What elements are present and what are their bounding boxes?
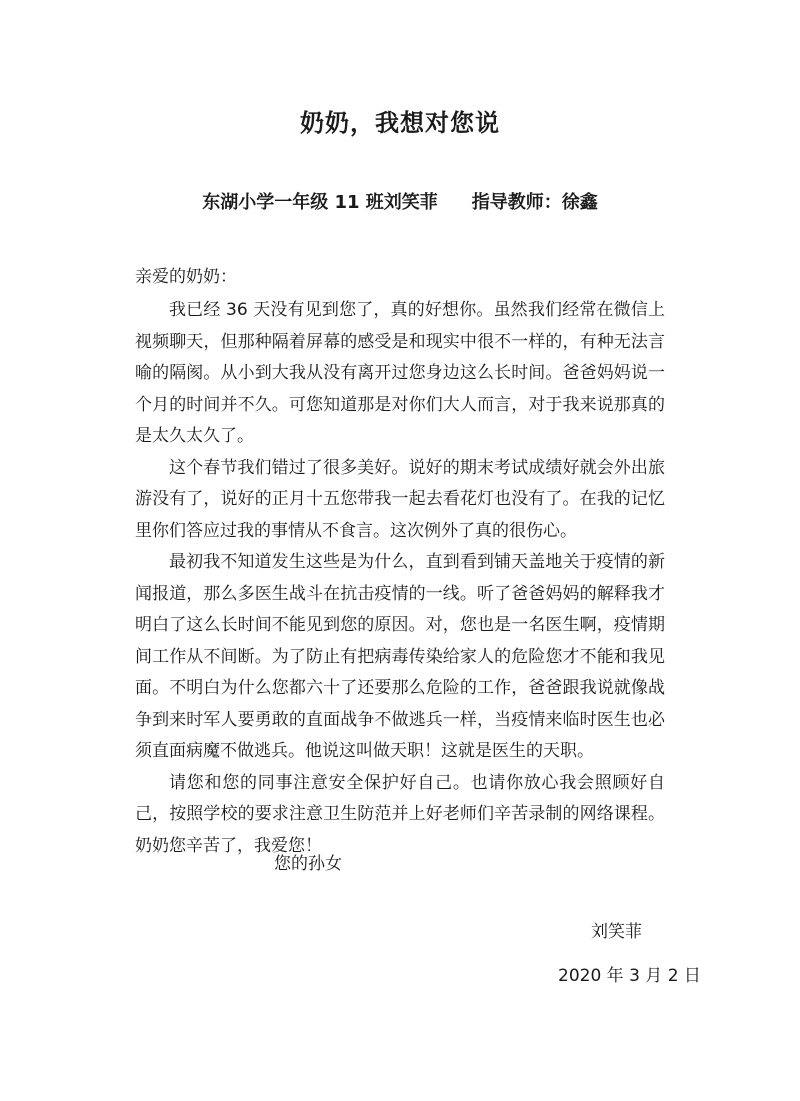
paragraph: 我已经 36 天没有见到您了，真的好想你。虽然我们经常在微信上视频聊天，但那种隔着屏幕的感受是和现实中很不一样的，有种无法言喻的隔阂。从小到大我从没有离开过您身边这么长时间。爸爸妈妈说一个月的时间并不久。可您知道那是对你们大人而言，对于我来说那真的是太久太久了。: [135, 300, 665, 446]
author-line: 东湖小学一年级 11 班刘笑菲: [202, 192, 438, 213]
letter-date: 2020 年 3 月 2 日: [558, 966, 701, 986]
byline: [0, 188, 800, 214]
paragraph: 请您和您的同事注意安全保护好自己。也请你放心我会照顾好自己，按照学校的要求注意卫生防范并上好老师们辛苦录制的网络课程。奶奶您辛苦了，我爱您！: [135, 772, 665, 856]
paragraph: 最初我不知道发生这些是为什么，直到看到铺天盖地关于疫情的新闻报道，那么多医生战斗在抗击疫情的一线。听了爸爸妈妈的解释我才明白了这么长时间不能见到您的原因。对，您也是一名医生啊，疫情期间工作从不间断。为了防止有把病毒传染给家人的危险您才不能和我见面。不明白为什么您都六十了还要那么危险的工作，爸爸跟我说就像战争到来时军人要勇敢的直面战争不做逃兵一样，当疫情来临时医生也必须直面病魔不做逃兵。他说这叫做天职！这就是医生的天职。: [135, 552, 665, 761]
signature: 刘笑菲: [591, 922, 642, 942]
teacher-line: 指导教师：徐鑫: [471, 192, 598, 213]
paragraph: 这个春节我们错过了很多美好。说好的期末考试成绩好就会外出旅游没有了，说好的正月十五您带我一起去看花灯也没有了。在我的记忆里你们答应过我的事情从不食言。这次例外了真的很伤心。: [135, 457, 665, 541]
letter-title: 奶奶，我想对您说: [300, 109, 500, 137]
letter-body: [135, 295, 665, 862]
greeting: 亲爱的奶奶：: [135, 267, 237, 287]
sign-off: 您的孙女: [274, 854, 342, 874]
